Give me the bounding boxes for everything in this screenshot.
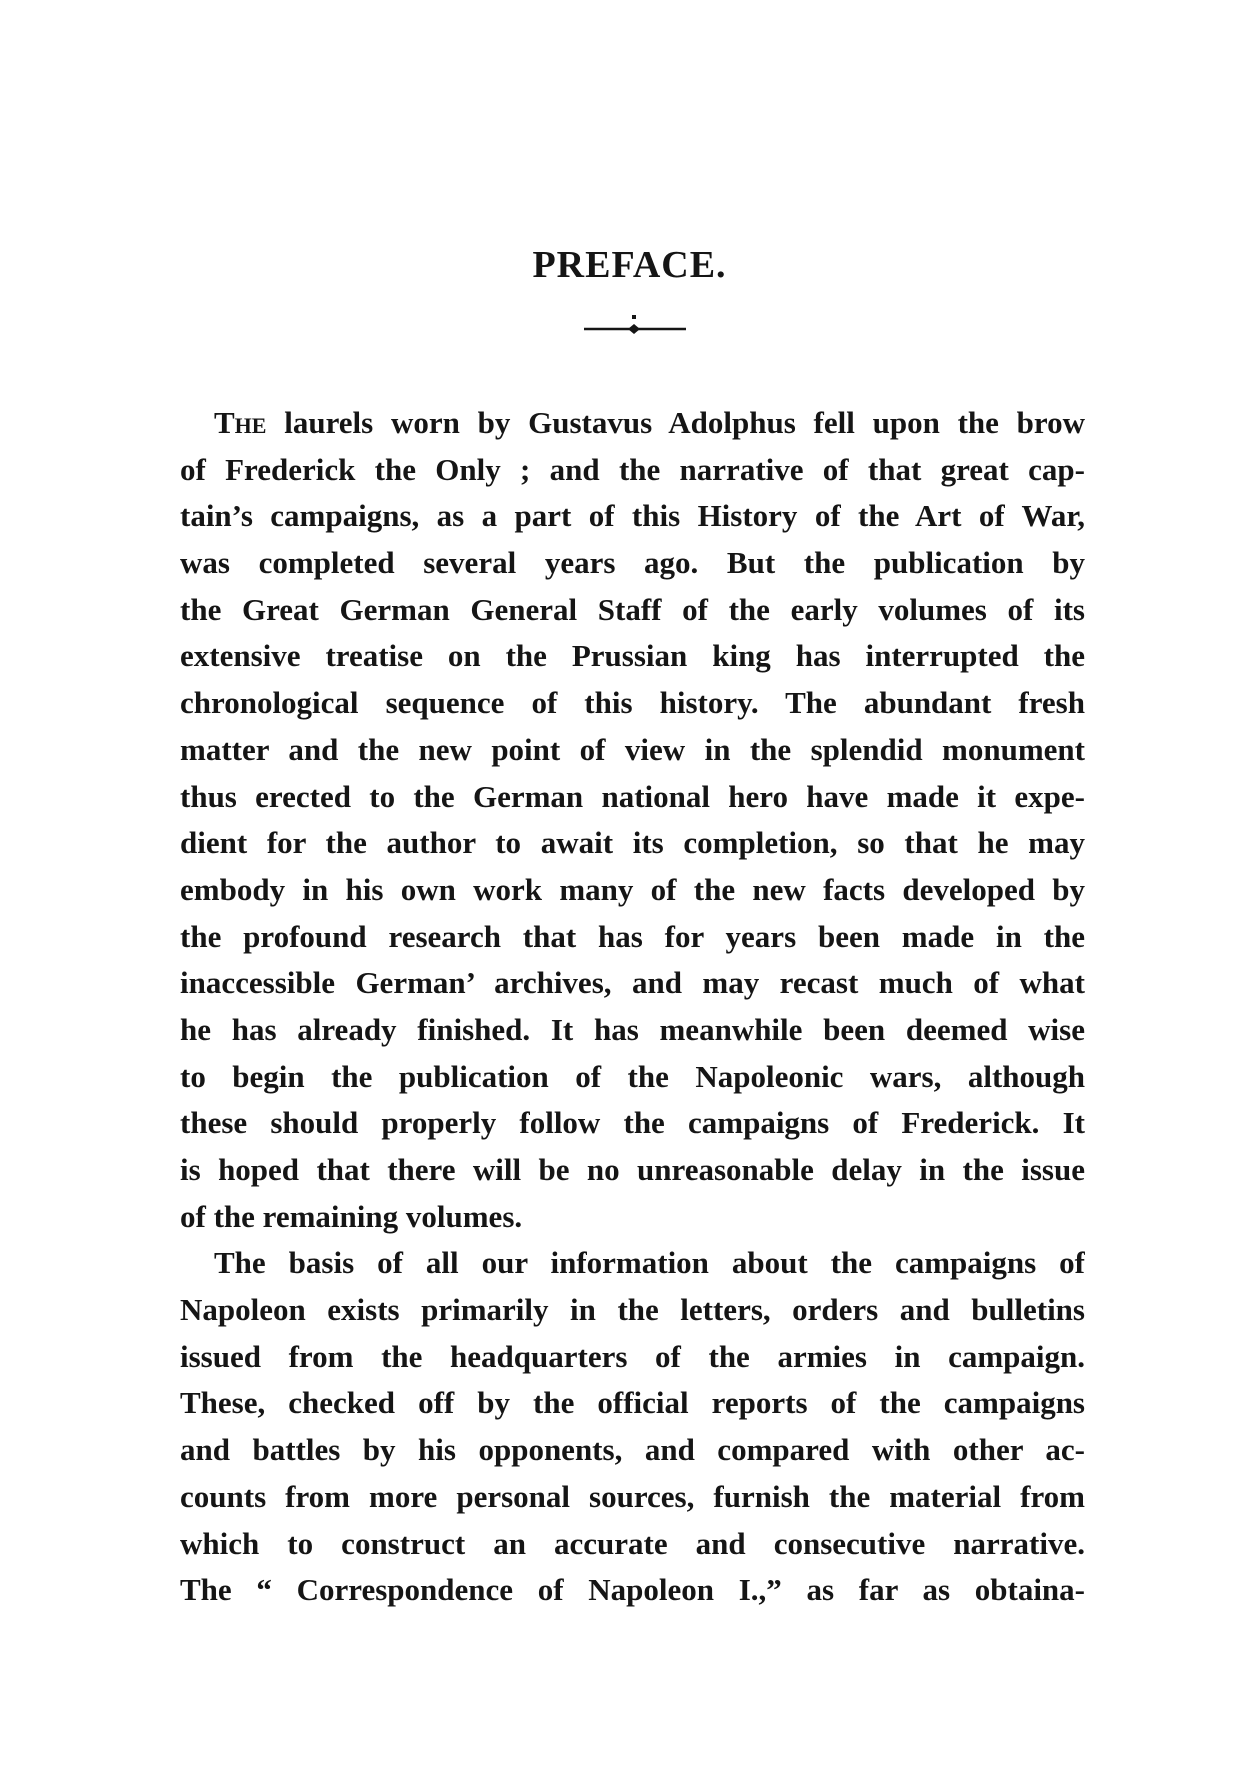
text-line: which to construct an accurate and consecutive narrative. <box>180 1525 1085 1561</box>
text-line: was completed several years ago. But the publication by <box>180 545 1085 581</box>
text-line: he has already finished. It has meanwhile been deemed wise <box>180 1011 1085 1047</box>
text-line: chronological sequence of this history. The abundant fresh <box>180 685 1085 721</box>
text-line: Napoleon exists primarily in the letters, orders and bulletins <box>180 1292 1085 1328</box>
page-title: PREFACE. <box>532 244 727 286</box>
text-line: The laurels worn by Gustavus Adolphus fell upon the brow <box>214 405 1085 440</box>
text-line: These, checked off by the official reports of the campaigns <box>180 1385 1085 1421</box>
text-line: issued from the headquarters of the armies in campaign. <box>180 1338 1085 1374</box>
lead-word: The <box>214 405 267 440</box>
text-line: these should properly follow the campaigns of Frederick. It <box>180 1105 1085 1141</box>
text-line: extensive treatise on the Prussian king has interrupted the <box>180 638 1085 674</box>
text-line: The “ Correspondence of Napoleon I.,” as far as obtaina- <box>180 1572 1085 1608</box>
text-line: thus erected to the German national hero have made it expe- <box>180 778 1085 814</box>
text-line: embody in his own work many of the new facts developed by <box>180 871 1085 907</box>
text-line: of the remaining volumes. <box>180 1198 523 1234</box>
text-line: matter and the new point of view in the splendid monument <box>180 731 1085 767</box>
text-line: is hoped that there will be no unreasonable delay in the issue <box>180 1152 1085 1187</box>
text-line: and battles by his opponents, and compared with other ac- <box>180 1432 1085 1468</box>
text-line: counts from more personal sources, furnish the material from <box>180 1478 1085 1514</box>
text-line: The basis of all our information about the campaigns of <box>214 1245 1085 1281</box>
text-line: dient for the author to await its completion, so that he may <box>180 825 1085 861</box>
text-line: of Frederick the Only ; and the narrative of that great cap- <box>180 451 1085 487</box>
text-line: the Great German General Staff of the early volumes of its <box>180 591 1085 627</box>
body-text <box>180 400 1085 1614</box>
text-line: the profound research that has for years been made in the <box>180 918 1085 954</box>
text-line: inaccessible German’ archives, and may recast much of what <box>180 965 1085 1001</box>
ornament-divider-icon <box>580 313 690 343</box>
text-line: to begin the publication of the Napoleonic wars, although <box>180 1058 1085 1094</box>
text-line: tain’s campaigns, as a part of this History of the Art of War, <box>180 498 1085 534</box>
